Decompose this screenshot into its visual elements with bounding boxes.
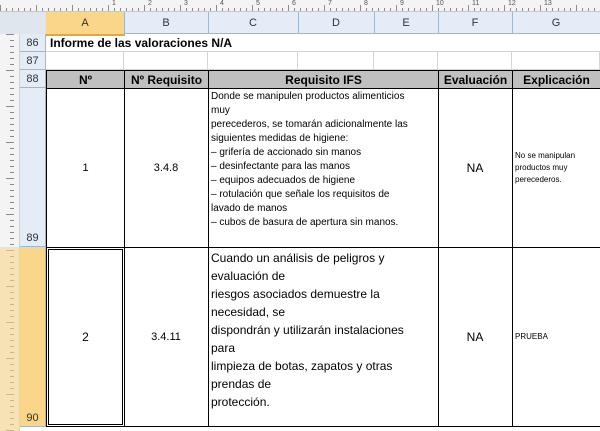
ruler-tick xyxy=(10,190,14,191)
ruler-tick xyxy=(6,178,14,179)
ruler-tick xyxy=(324,5,325,11)
cell-e87[interactable] xyxy=(374,52,438,70)
ruler-tick xyxy=(288,5,289,11)
ruler-tick xyxy=(48,8,49,11)
ruler-tick xyxy=(480,8,481,11)
ruler-tick xyxy=(510,8,511,11)
ruler-tick xyxy=(10,64,14,65)
ruler-tick xyxy=(378,8,379,11)
ruler-tick xyxy=(6,34,14,35)
ruler-tick xyxy=(186,8,187,11)
ruler-number: 5 xyxy=(256,0,260,7)
ruler-tick xyxy=(474,8,475,11)
title-row xyxy=(46,34,600,52)
row2-num[interactable]: 2 xyxy=(46,247,125,427)
ruler-tick xyxy=(432,5,433,11)
next-row-strip xyxy=(46,427,600,431)
ruler-number: 1 xyxy=(112,0,116,7)
cell-f87[interactable] xyxy=(438,52,512,70)
ruler-tick xyxy=(336,8,337,11)
row1-evaluation[interactable]: NA xyxy=(438,88,513,248)
header-requirement-ifs[interactable]: Requisito IFS xyxy=(208,70,439,89)
column-header-d[interactable]: D xyxy=(298,12,375,34)
vertical-ruler xyxy=(0,34,20,431)
row-header-86[interactable]: 86 xyxy=(20,34,46,52)
header-num[interactable]: Nº xyxy=(46,70,125,89)
row-header-87[interactable]: 87 xyxy=(20,52,46,70)
header-requirement-number[interactable]: Nº Requisito xyxy=(124,70,209,89)
ruler-tick xyxy=(552,8,553,11)
ruler-tick xyxy=(66,8,67,11)
ruler-tick xyxy=(216,5,217,11)
row-header-89[interactable]: 89 xyxy=(20,88,46,247)
ruler-tick xyxy=(528,8,529,11)
ruler-tick xyxy=(162,8,163,11)
ruler-tick xyxy=(558,8,559,11)
ruler-tick xyxy=(6,106,14,107)
row1-requirement-text: Donde se manipulen productos alimenticios muy perecederos, se tomarán adicionalmente las siguientes medidas de higiene: – grifería de accionado sin manos – desinfectante para las manos – equipos adecuados de higiene – rotulación que señale los requisitos de lavado de manos – cubos de basura de apertura sin manos. xyxy=(211,91,408,228)
ruler-tick xyxy=(78,8,79,11)
ruler-tick xyxy=(102,8,103,11)
header-explanation[interactable]: Explicación xyxy=(512,70,600,89)
ruler-tick xyxy=(18,8,19,11)
column-header-f[interactable]: F xyxy=(438,12,513,34)
ruler-tick xyxy=(228,8,229,11)
row2-requirement-number[interactable]: 3.4.11 xyxy=(124,247,209,427)
ruler-number: 8 xyxy=(364,0,368,7)
ruler-tick xyxy=(114,8,115,11)
ruler-tick xyxy=(540,5,541,11)
ruler-tick xyxy=(450,8,451,11)
cell-a87[interactable] xyxy=(46,52,124,70)
ruler-tick xyxy=(156,8,157,11)
ruler-tick xyxy=(6,70,14,71)
row2-requirement-text-cell[interactable] xyxy=(208,247,439,427)
ruler-number: 7 xyxy=(328,0,332,7)
ruler-tick xyxy=(126,8,127,11)
ruler-number: 2 xyxy=(148,0,152,7)
row1-requirement-text-cell[interactable] xyxy=(208,88,439,248)
ruler-tick xyxy=(462,8,463,11)
cell-d87[interactable] xyxy=(298,52,374,70)
ruler-number: 11 xyxy=(472,0,480,7)
ruler-tick xyxy=(10,196,14,197)
ruler-tick xyxy=(10,40,14,41)
ruler-tick xyxy=(282,8,283,11)
header-evaluation[interactable]: Evaluación xyxy=(438,70,513,89)
ruler-tick xyxy=(570,8,571,11)
ruler-tick xyxy=(354,8,355,11)
ruler-tick xyxy=(276,8,277,11)
ruler-tick xyxy=(582,8,583,11)
ruler-highlight xyxy=(0,247,20,431)
ruler-tick xyxy=(384,8,385,11)
ruler-tick xyxy=(10,100,14,101)
ruler-tick xyxy=(10,94,14,95)
ruler-tick xyxy=(294,8,295,11)
ruler-tick xyxy=(10,112,14,113)
ruler-number: 9 xyxy=(400,0,404,7)
ruler-tick xyxy=(246,8,247,11)
ruler-tick xyxy=(10,244,14,245)
ruler-tick xyxy=(546,8,547,11)
ruler-tick xyxy=(468,5,469,11)
row1-explanation: No se manipulan productos muy perecederos. xyxy=(515,150,576,184)
row-header-88[interactable]: 88 xyxy=(20,70,46,88)
ruler-tick xyxy=(120,8,121,11)
row2-requirement-text: Cuando un análisis de peligros y evaluación de riesgos asociados demuestre la necesidad, se dispondrán y utilizarán instalaciones para limpieza de botas, zapatos y otras prendas de protección. xyxy=(211,251,404,409)
ruler-tick xyxy=(24,8,25,11)
row2-evaluation[interactable]: NA xyxy=(438,247,513,427)
ruler-number: 3 xyxy=(184,0,188,7)
ruler-tick xyxy=(252,5,253,11)
ruler-tick xyxy=(150,8,151,11)
ruler-tick xyxy=(108,5,109,11)
ruler-tick xyxy=(0,5,1,11)
ruler-tick xyxy=(264,8,265,11)
ruler-tick xyxy=(594,8,595,11)
ruler-tick xyxy=(72,5,73,11)
ruler-tick xyxy=(444,8,445,11)
column-header-bar xyxy=(0,12,600,34)
ruler-tick xyxy=(6,214,14,215)
column-header-e[interactable]: E xyxy=(374,12,439,34)
ruler-tick xyxy=(396,5,397,11)
ruler-tick xyxy=(10,226,14,227)
ruler-tick xyxy=(174,8,175,11)
ruler-tick xyxy=(10,154,14,155)
ruler-tick xyxy=(306,8,307,11)
ruler-tick xyxy=(222,8,223,11)
ruler-tick xyxy=(498,8,499,11)
ruler-tick xyxy=(10,208,14,209)
row1-requirement-number[interactable]: 3.4.8 xyxy=(124,88,209,248)
ruler-tick xyxy=(10,166,14,167)
row1-num[interactable]: 1 xyxy=(46,88,125,248)
ruler-tick xyxy=(258,8,259,11)
row-header-90[interactable]: 90 xyxy=(20,247,46,427)
ruler-tick xyxy=(486,8,487,11)
select-all-corner[interactable] xyxy=(0,12,47,34)
report-title: Informe de las valoraciones N/A xyxy=(50,36,233,50)
ruler-tick xyxy=(342,8,343,11)
ruler-tick xyxy=(10,136,14,137)
ruler-tick xyxy=(6,142,14,143)
ruler-tick xyxy=(10,184,14,185)
ruler-number: 10 xyxy=(436,0,444,7)
ruler-tick xyxy=(504,5,505,11)
cell-b87[interactable] xyxy=(124,52,208,70)
cell-g87[interactable] xyxy=(512,52,600,70)
horizontal-ruler xyxy=(0,0,600,12)
ruler-tick xyxy=(10,238,14,239)
ruler-tick xyxy=(144,5,145,11)
row2-explanation: PRUEBA xyxy=(515,332,548,341)
ruler-tick xyxy=(588,8,589,11)
ruler-tick xyxy=(522,8,523,11)
row1-explanation-cell[interactable] xyxy=(512,88,600,248)
ruler-tick xyxy=(210,8,211,11)
ruler-tick xyxy=(6,8,7,11)
ruler-tick xyxy=(372,8,373,11)
ruler-tick xyxy=(84,8,85,11)
ruler-tick xyxy=(10,172,14,173)
ruler-tick xyxy=(516,8,517,11)
ruler-tick xyxy=(132,8,133,11)
cell-c87[interactable] xyxy=(208,52,298,70)
ruler-tick xyxy=(402,8,403,11)
ruler-tick xyxy=(10,220,14,221)
ruler-tick xyxy=(576,5,577,11)
ruler-tick xyxy=(10,202,14,203)
ruler-tick xyxy=(10,52,14,53)
ruler-tick xyxy=(10,118,14,119)
ruler-number: 6 xyxy=(292,0,296,7)
ruler-tick xyxy=(36,5,37,11)
ruler-tick xyxy=(10,148,14,149)
ruler-tick xyxy=(138,8,139,11)
ruler-tick xyxy=(360,5,361,11)
ruler-tick xyxy=(10,76,14,77)
column-header-a[interactable]: A xyxy=(46,12,125,36)
ruler-tick xyxy=(10,88,14,89)
ruler-tick xyxy=(456,8,457,11)
ruler-tick xyxy=(234,8,235,11)
column-header-b[interactable]: B xyxy=(124,12,209,34)
ruler-tick xyxy=(534,8,535,11)
ruler-tick xyxy=(168,8,169,11)
ruler-tick xyxy=(366,8,367,11)
ruler-tick xyxy=(192,8,193,11)
ruler-tick xyxy=(60,8,61,11)
ruler-tick xyxy=(564,8,565,11)
ruler-tick xyxy=(330,8,331,11)
ruler-tick xyxy=(204,8,205,11)
ruler-number: 13 xyxy=(544,0,552,7)
ruler-tick xyxy=(180,5,181,11)
column-header-g[interactable]: G xyxy=(512,12,600,34)
column-header-c[interactable]: C xyxy=(208,12,299,34)
ruler-tick xyxy=(30,8,31,11)
ruler-tick xyxy=(10,82,14,83)
ruler-tick xyxy=(10,160,14,161)
ruler-tick xyxy=(438,8,439,11)
ruler-tick xyxy=(10,124,14,125)
ruler-tick xyxy=(240,8,241,11)
ruler-number: 4 xyxy=(220,0,224,7)
ruler-tick xyxy=(198,8,199,11)
ruler-tick xyxy=(492,8,493,11)
ruler-tick xyxy=(300,8,301,11)
ruler-tick xyxy=(318,8,319,11)
ruler-tick xyxy=(426,8,427,11)
ruler-tick xyxy=(42,8,43,11)
ruler-tick xyxy=(10,58,14,59)
ruler-tick xyxy=(12,8,13,11)
ruler-tick xyxy=(10,232,14,233)
ruler-tick xyxy=(270,8,271,11)
ruler-tick xyxy=(420,8,421,11)
ruler-tick xyxy=(408,8,409,11)
ruler-tick xyxy=(10,130,14,131)
ruler-tick xyxy=(90,8,91,11)
ruler-number: 12 xyxy=(508,0,516,7)
ruler-tick xyxy=(54,8,55,11)
ruler-tick xyxy=(96,8,97,11)
row2-explanation-cell[interactable] xyxy=(512,247,600,427)
ruler-tick xyxy=(414,8,415,11)
ruler-tick xyxy=(348,8,349,11)
ruler-tick xyxy=(390,8,391,11)
ruler-tick xyxy=(10,46,14,47)
ruler-tick xyxy=(312,8,313,11)
